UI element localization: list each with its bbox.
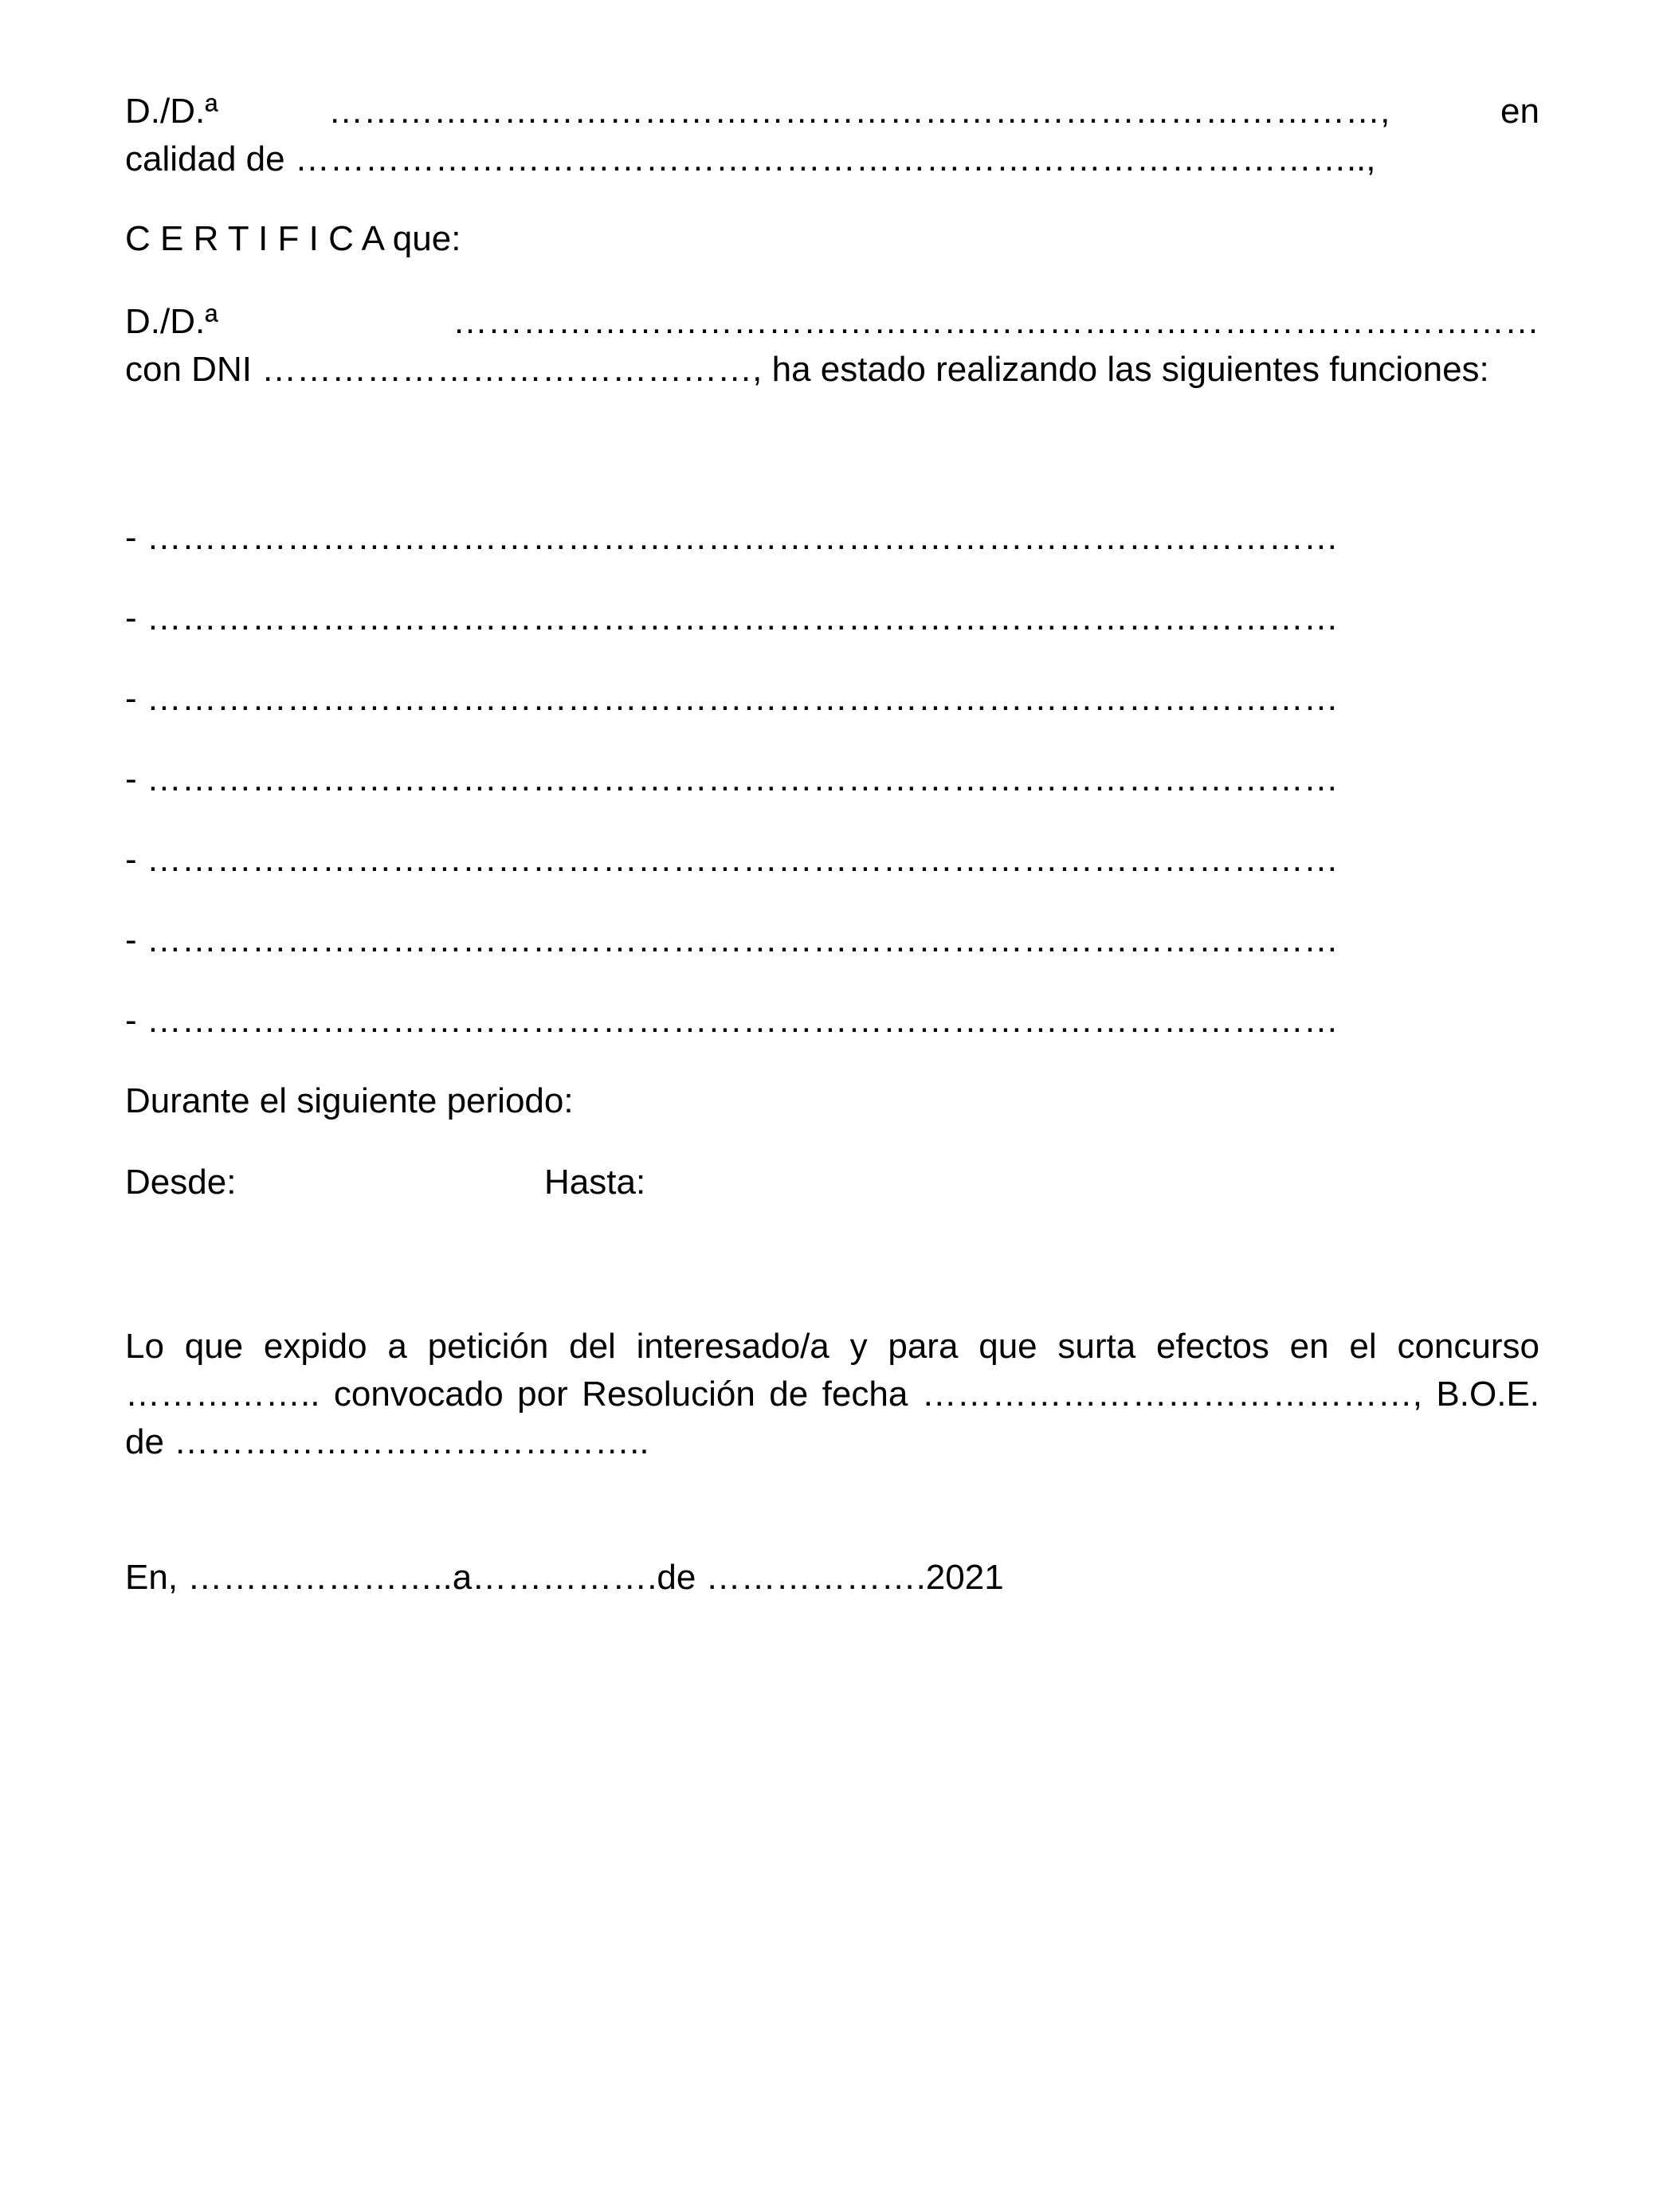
- function-item: - …………………………………………………………………………………………: [125, 759, 1339, 798]
- desde-label: Desde:: [125, 1163, 237, 1202]
- hasta-label: Hasta:: [544, 1163, 646, 1202]
- subject-name-field: …………………………………………………………………………………: [453, 302, 1539, 341]
- place-date-line: En, …………………..a…………….de ……………….2021: [125, 1558, 1004, 1597]
- subject-name-line: [125, 298, 1539, 346]
- signer-name-field: ………………………………………………………………………………,: [328, 92, 1390, 131]
- closing-line-1: [125, 1323, 1539, 1371]
- signer-title-label: D./D.ª: [125, 92, 218, 131]
- signer-en-word: en: [1500, 92, 1539, 131]
- closing-text-2: …………….. convocado por Resolución de fecha ……………………………………, B.O.E.: [125, 1375, 1539, 1414]
- period-label: Durante el siguiente periodo:: [125, 1081, 574, 1120]
- subject-dni-line: con DNI ……………………………………, ha estado realizando las siguientes funciones:: [125, 350, 1489, 389]
- closing-text-1: Lo que expido a petición del interesado/a y para que surta efectos en el concurso: [125, 1327, 1539, 1366]
- closing-line-3: de …………………………………..: [125, 1422, 649, 1461]
- function-item: - …………………………………………………………………………………………: [125, 598, 1339, 637]
- function-item: - …………………………………………………………………………………………: [125, 518, 1339, 557]
- function-item: - …………………………………………………………………………………………: [125, 1001, 1339, 1040]
- function-item: - …………………………………………………………………………………………: [125, 920, 1339, 959]
- closing-line-2: [125, 1371, 1539, 1418]
- subject-title-label: D./D.ª: [125, 302, 218, 341]
- function-item: - …………………………………………………………………………………………: [125, 840, 1339, 879]
- function-item: - …………………………………………………………………………………………: [125, 679, 1339, 718]
- signer-capacity-line: calidad de ………………………………………………………………………………..,: [125, 139, 1376, 178]
- certifica-heading: C E R T I F I C A que:: [125, 219, 461, 258]
- signer-name-line: [125, 88, 1539, 135]
